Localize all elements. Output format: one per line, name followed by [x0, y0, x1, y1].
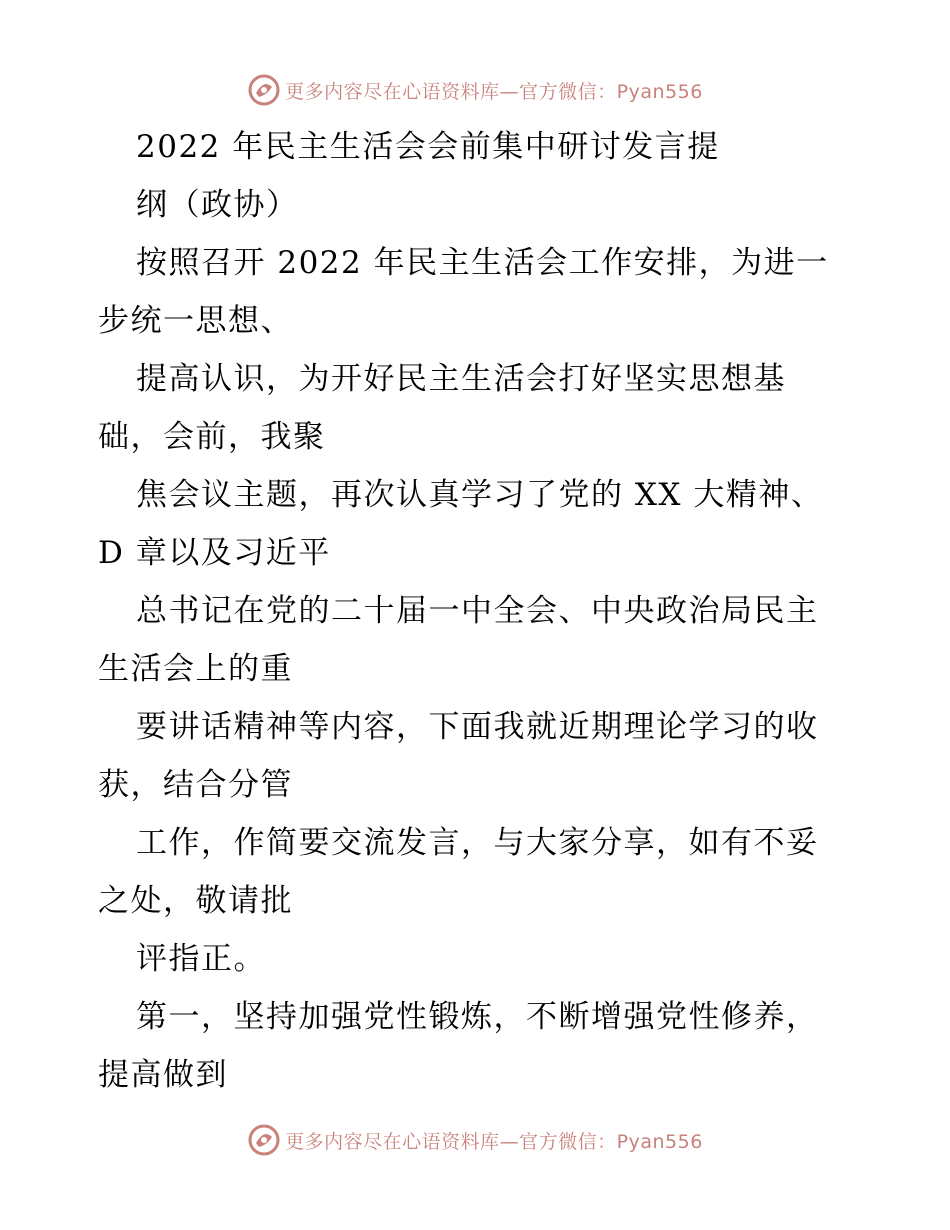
watermark-text: 更多内容尽在心语资料库—官方微信：Pyan556	[285, 80, 703, 103]
header-watermark	[0, 70, 950, 110]
text-line: 础，会前，我聚	[98, 419, 326, 455]
text-line: 工作，作简要交流发言，与大家分享，如有不妥	[136, 825, 819, 861]
text-line: 按照召开 2022 年民主生活会工作安排，为进一	[136, 245, 829, 281]
text-line: 提高做到	[98, 1057, 228, 1093]
brand-logo-icon	[247, 1123, 281, 1157]
document-body	[98, 118, 858, 1104]
footer-watermark	[0, 1120, 950, 1160]
text-line: 之处，敬请批	[98, 883, 293, 919]
text-line: 第一，坚持加强党性锻炼，不断增强党性修养，	[136, 999, 819, 1035]
text-line: D 章以及习近平	[98, 535, 331, 571]
text-line: 生活会上的重	[98, 651, 293, 687]
text-line: 评指正。	[136, 941, 266, 977]
text-line: 总书记在党的二十届一中全会、中央政治局民主	[136, 593, 819, 629]
text-line: 步统一思想、	[98, 303, 293, 339]
text-line: 提高认识，为开好民主生活会打好坚实思想基	[136, 361, 786, 397]
text-line: 获，结合分管	[98, 767, 293, 803]
watermark-text: 更多内容尽在心语资料库—官方微信：Pyan556	[285, 1130, 703, 1153]
text-line: 焦会议主题，再次认真学习了党的 XX 大精神、	[136, 477, 824, 513]
text-line: 纲（政协）	[136, 187, 299, 223]
text-line: 2022 年民主生活会会前集中研讨发言提	[136, 129, 720, 165]
text-line: 要讲话精神等内容，下面我就近期理论学习的收	[136, 709, 819, 745]
brand-logo-icon	[247, 73, 281, 107]
